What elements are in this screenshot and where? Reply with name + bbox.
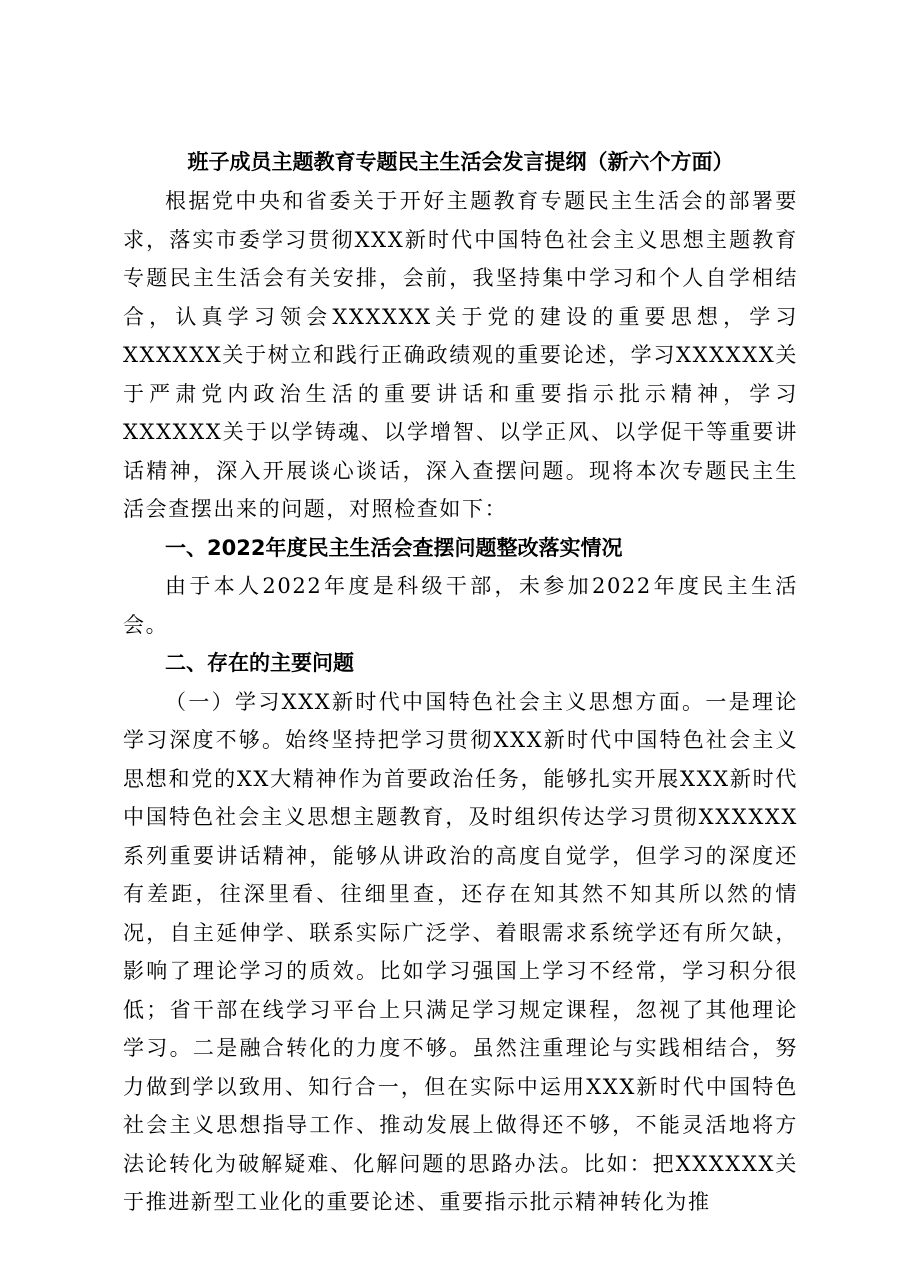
intro-paragraph: 根据党中央和省委关于开好主题教育专题民主生活会的部署要求，落实市委学习贯彻XXX新时代中国特色社会主义思想主题教育专题民主生活会有关安排，会前，我坚持集中学习和个人自学相结合，认真学习领会XXXXXX关于党的建设的重要思想，学习XXXXXX关于树立和践行正确政绩观的重要论述，学习XXXXXX关于严肃党内政治生活的重要讲话和重要指示批示精神，学习XXXXXX关于以学铸魂、以学增智、以学正风、以学促干等重要讲话精神，深入开展谈心谈话，深入查摆问题。现将本次专题民主生活会查摆出来的问题，对照检查如下： <box>123 189 798 521</box>
section-1-heading: 一、2022年度民主生活会查摆问题整改落实情况 <box>165 535 623 560</box>
section-1-paragraph: 由于本人2022年度是科级干部，未参加2022年度民主生活会。 <box>123 574 798 637</box>
section-2-paragraph: （一）学习XXX新时代中国特色社会主义思想方面。一是理论学习深度不够。始终坚持把学习贯彻XXX新时代中国特色社会主义思想和党的XX大精神作为首要政治任务，能够扎实开展XXX新时代中国特色社会主义思想主题教育，及时组织传达学习贯彻XXXXXX系列重要讲话精神，能够从讲政治的高度自觉学，但学习的深度还有差距，往深里看、往细里查，还存在知其然不知其所以然的情况，自主延伸学、联系实际广泛学、着眼需求系统学还有所欠缺，影响了理论学习的质效。比如学习强国上学习不经常，学习积分很低；省干部在线学习平台上只满足学习规定课程，忽视了其他理论学习。二是融合转化的力度不够。虽然注重理论与实践相结合，努力做到学以致用、知行合一，但在实际中运用XXX新时代中国特色社会主义思想指导工作、推动发展上做得还不够，不能灵活地将方法论转化为破解疑难、化解问题的思路办法。比如：把XXXXXX关于推进新型工业化的重要论述、重要指示批示精神转化为推 <box>123 689 798 1214</box>
document-title: 班子成员主题教育专题民主生活会发言提纲（新六个方面） <box>187 150 734 174</box>
section-2-heading: 二、存在的主要问题 <box>165 651 354 675</box>
